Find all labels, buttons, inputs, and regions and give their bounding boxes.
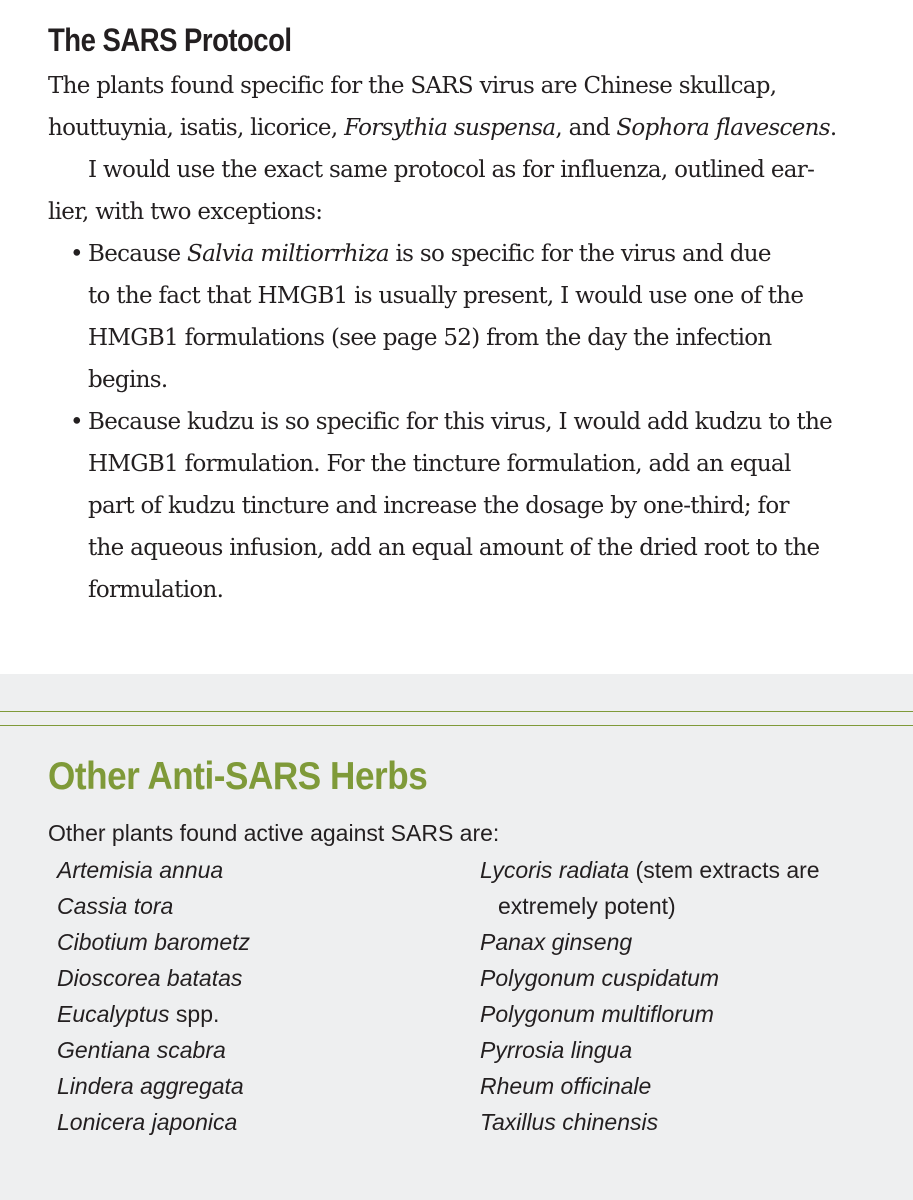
herb-name: Dioscorea batatas [57,965,243,991]
bullet-text: is so specific for the virus and due [388,241,771,267]
divider [0,725,913,726]
bullet-1-line-1 [88,233,888,275]
list-item [480,852,820,924]
list-item [480,924,820,960]
bullet-2-line-5: formulation. [88,577,224,603]
list-item [57,996,250,1032]
protocol-paragraph [48,149,878,233]
list-item [57,888,250,924]
bullet-2-line-4: the aqueous infusion, add an equal amount of the dried root to the [88,535,820,561]
bullet-icon: • [70,409,83,435]
bullet-1-line-3: HMGB1 formulations (see page 52) from the day the infection [88,325,772,351]
herb-name: Panax ginseng [480,929,633,955]
bullet-icon: • [70,241,83,267]
herb-name: Eucalyptus [57,1001,170,1027]
list-item [57,1032,250,1068]
herb-name: Cassia tora [57,893,174,919]
list-item [480,1104,820,1140]
list-item [57,924,250,960]
list-item [57,1068,250,1104]
herb-name: Lindera aggregata [57,1073,244,1099]
herb-name: Pyrrosia lingua [480,1037,633,1063]
herb-note: (stem extracts are [629,857,820,883]
herb-list-right [480,852,820,1140]
exceptions-list [48,233,888,611]
list-item [480,960,820,996]
herb-name: Polygonum multiflorum [480,1001,714,1027]
species-name: Forsythia suspensa [344,115,556,141]
list-item [57,852,250,888]
herb-name: Gentiana scabra [57,1037,226,1063]
intro-text: houttuynia, isatis, licorice, [48,115,345,141]
intro-text: , and [555,115,617,141]
divider [0,711,913,712]
bullet-2-line-3: part of kudzu tincture and increase the dosage by one-third; for [88,493,789,519]
list-item [480,996,820,1032]
sidebar-intro: Other plants found active against SARS are: [48,820,500,846]
herb-name: Polygonum cuspidatum [480,965,720,991]
herb-name: Artemisia annua [57,857,224,883]
herb-name: Cibotium barometz [57,929,251,955]
herb-suffix: spp. [169,1001,220,1027]
protocol-line-1: I would use the exact same protocol as for influenza, outlined ear- [88,157,815,183]
bullet-1-line-4: begins. [88,367,168,393]
herb-name: Lonicera japonica [57,1109,238,1135]
intro-paragraph [48,65,878,149]
bullet-text: Because [88,241,188,267]
sidebar-title: Other Anti-SARS Herbs [48,755,428,798]
list-item [57,1104,250,1140]
intro-text: . [829,115,837,141]
sidebar-box [0,674,913,1200]
protocol-line-2: lier, with two exceptions: [48,199,323,225]
list-item [480,1068,820,1104]
intro-line-1: The plants found specific for the SARS virus are Chinese skullcap, [48,73,777,99]
herb-name: Taxillus chinensis [480,1109,659,1135]
list-item [48,233,888,401]
herb-note: extremely potent) [498,893,676,919]
species-name: Salvia miltiorrhiza [187,241,389,267]
section-title: The SARS Protocol [48,22,292,58]
list-item [57,960,250,996]
species-name: Sophora flavescens [616,115,830,141]
bullet-2-line-1: Because kudzu is so specific for this virus, I would add kudzu to the [88,409,833,435]
list-item [48,401,888,611]
bullet-2-line-2: HMGB1 formulation. For the tincture formulation, add an equal [88,451,791,477]
herb-name: Rheum officinale [480,1073,652,1099]
list-item [480,1032,820,1068]
herb-name: Lycoris radiata [480,857,630,883]
herb-list-left [57,852,250,1140]
bullet-1-line-2: to the fact that HMGB1 is usually present, I would use one of the [88,283,804,309]
intro-line-2 [48,107,878,149]
